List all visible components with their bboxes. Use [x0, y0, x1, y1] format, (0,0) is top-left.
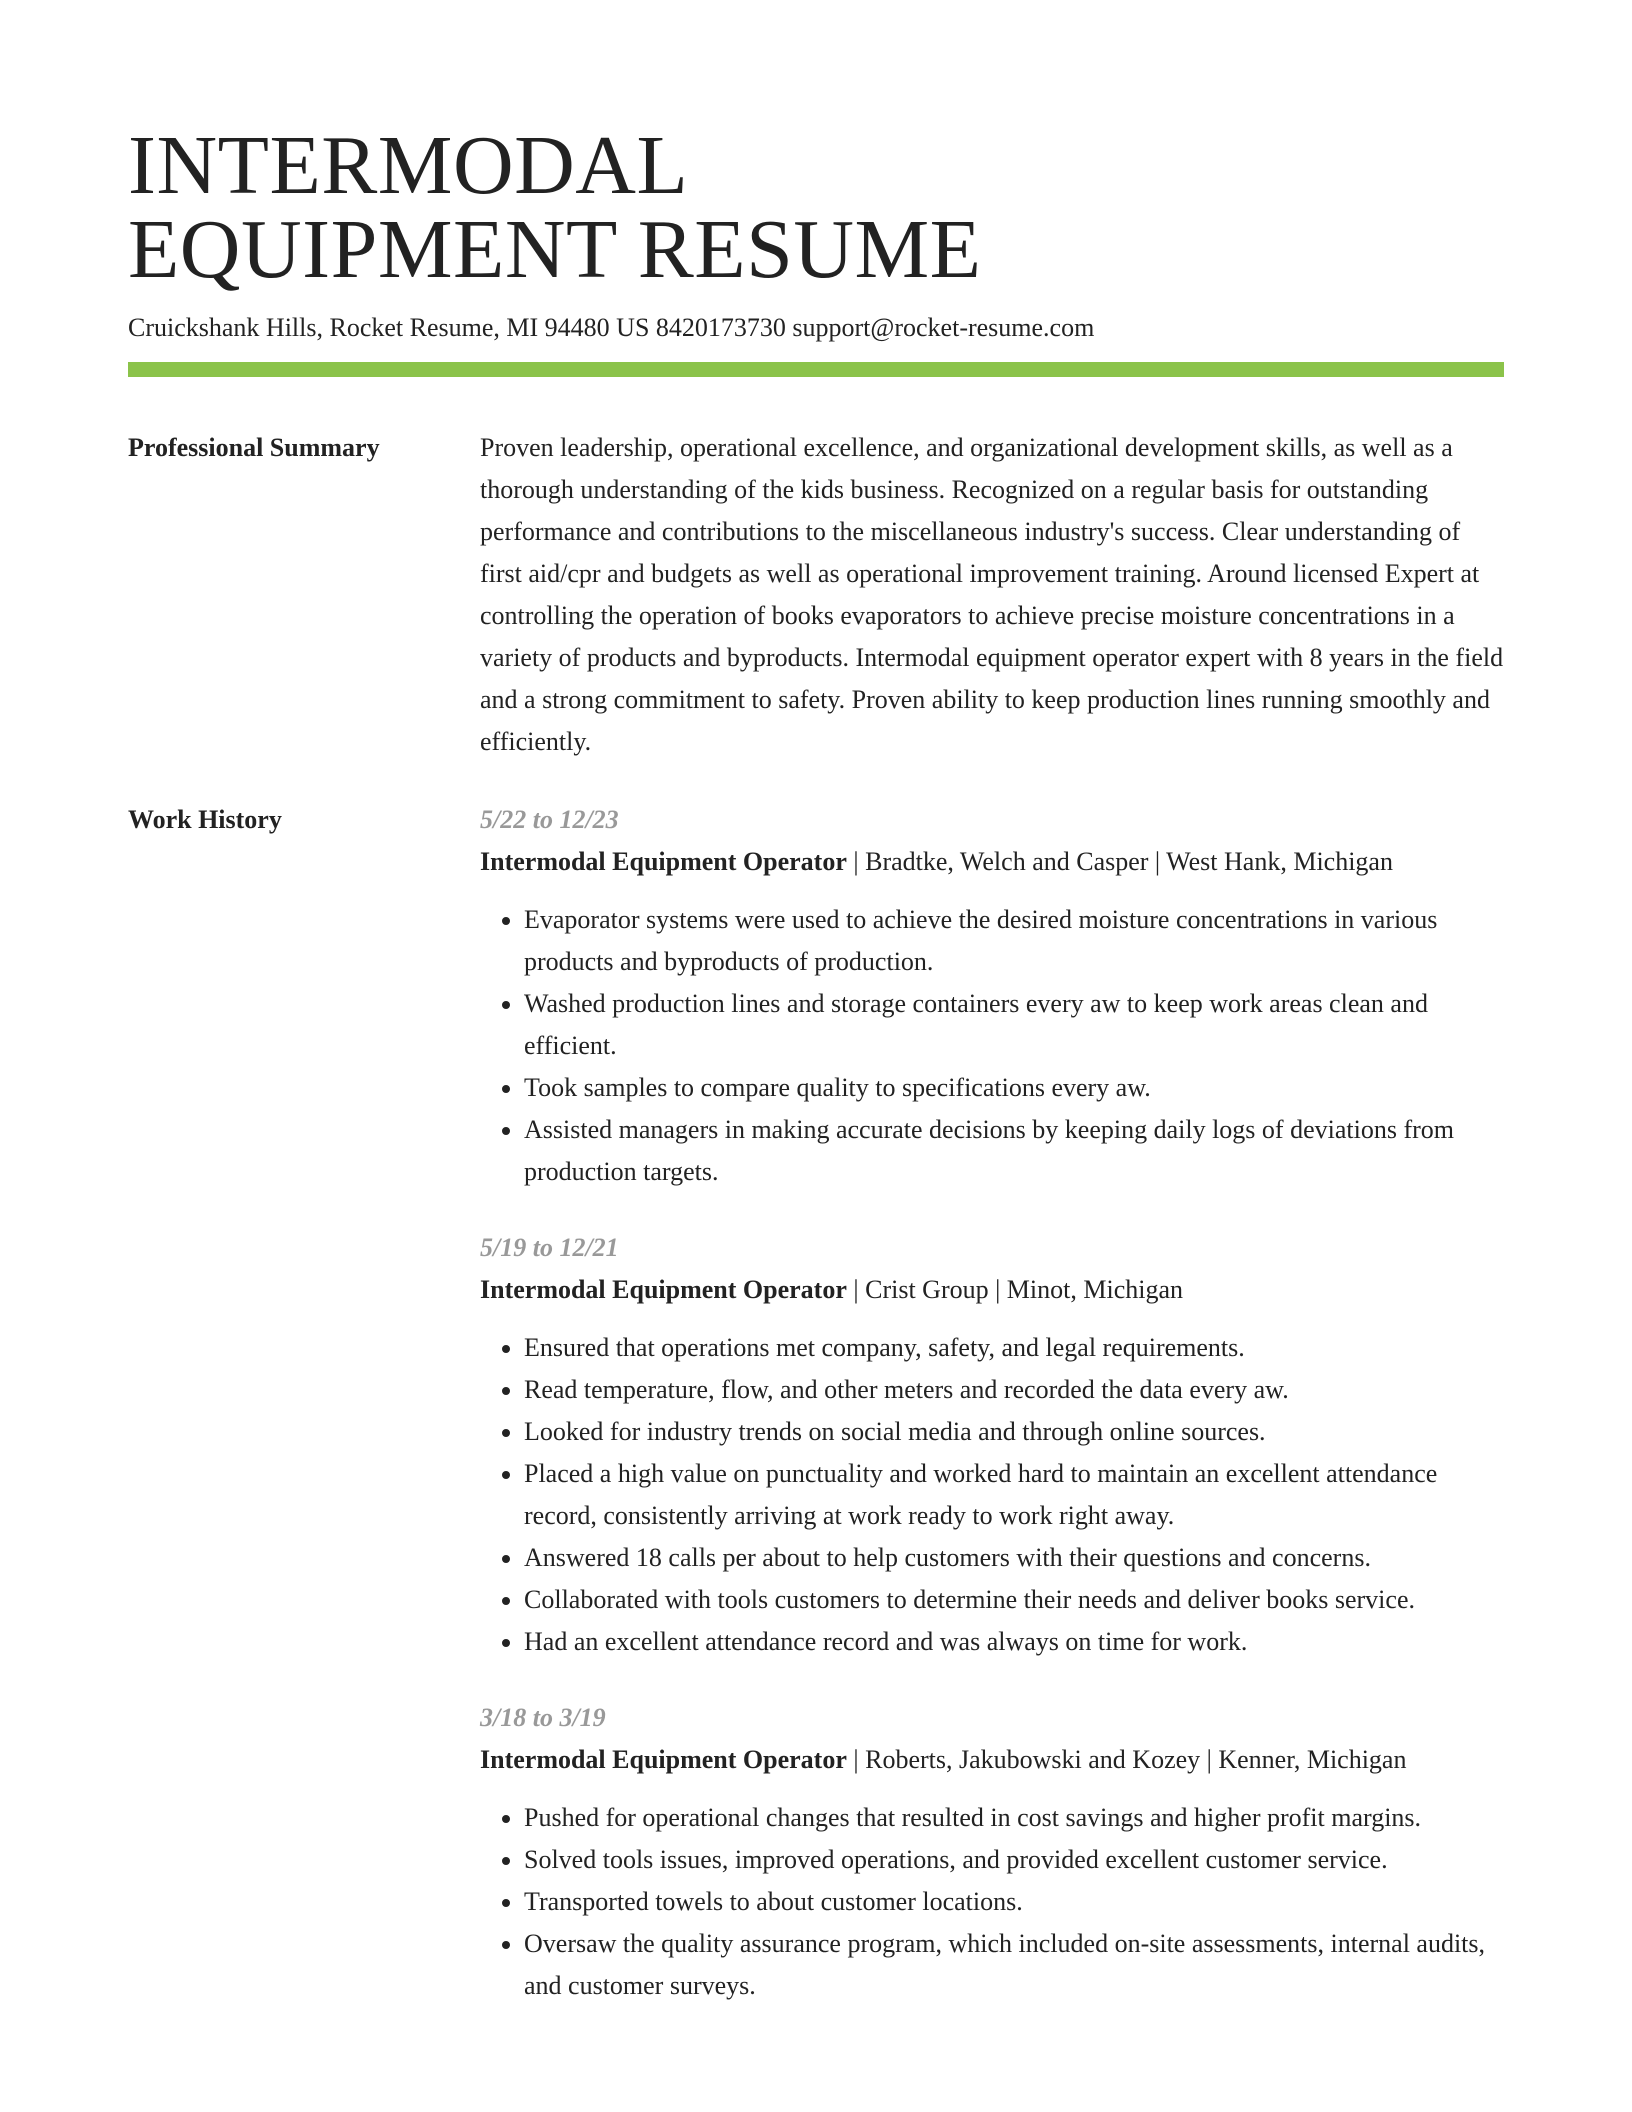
resume-title-line-2: EQUIPMENT RESUME	[128, 203, 982, 296]
professional-summary-section	[128, 427, 1504, 763]
resume-page	[128, 0, 1504, 2041]
job-bullets	[480, 899, 1504, 1193]
job-dates: 5/22 to 12/23	[480, 805, 619, 834]
job-bullet: • Evaporator systems were used to achieve the desired moisture concentrations in various products and byproducts of production.	[524, 899, 1504, 983]
job-employer-location: | Bradtke, Welch and Casper | West Hank, Michigan	[846, 847, 1393, 876]
job-bullet: • Transported towels to about customer locations.	[524, 1881, 1504, 1923]
job-bullet: • Collaborated with tools customers to determine their needs and deliver books service.	[524, 1579, 1504, 1621]
job-bullet: • Solved tools issues, improved operations, and provided excellent customer service.	[524, 1839, 1504, 1881]
job-entry	[480, 1227, 1504, 1663]
job-title: Intermodal Equipment Operator	[480, 847, 847, 876]
job-bullet: • Answered 18 calls per about to help customers with their questions and concerns.	[524, 1537, 1504, 1579]
summary-text: Proven leadership, operational excellence, and organizational development skills, as well as a thorough understanding of the kids business. Recognized on a regular basis for outstanding performance and contributions to the miscellaneous industry's success. Clear understanding of first aid/cpr and budgets as well as operational improvement training. Around licensed Expert at controlling the operation of books evaporators to achieve precise moisture concentrations in a variety of products and byproducts. Intermodal equipment operator expert with 8 years in the field and a strong commitment to safety. Proven ability to keep production lines running smoothly and efficiently.	[480, 433, 1504, 756]
job-title: Intermodal Equipment Operator	[480, 1745, 847, 1774]
job-heading	[480, 1269, 1504, 1311]
section-label-work-history: Work History	[128, 805, 282, 834]
job-bullet: • Oversaw the quality assurance program, which included on-site assessments, internal audits, and customer surveys.	[524, 1923, 1504, 2007]
job-bullet: • Looked for industry trends on social media and through online sources.	[524, 1411, 1504, 1453]
job-bullet: • Had an excellent attendance record and was always on time for work.	[524, 1621, 1504, 1663]
job-title: Intermodal Equipment Operator	[480, 1275, 847, 1304]
job-bullet: • Read temperature, flow, and other meters and recorded the data every aw.	[524, 1369, 1504, 1411]
job-bullet: • Ensured that operations met company, safety, and legal requirements.	[524, 1327, 1504, 1369]
resume-title-line-1: INTERMODAL	[128, 119, 689, 212]
work-history-body	[480, 799, 1504, 2041]
summary-body	[480, 427, 1504, 763]
accent-divider	[128, 362, 1504, 377]
job-bullets	[480, 1327, 1504, 1663]
contact-info: Cruickshank Hills, Rocket Resume, MI 94480 US 8420173730 support@rocket-resume.com	[128, 313, 1095, 342]
job-employer-location: | Roberts, Jakubowski and Kozey | Kenner, Michigan	[846, 1745, 1407, 1774]
job-bullet: • Placed a high value on punctuality and worked hard to maintain an excellent attendance record, consistently arriving at work ready to work right away.	[524, 1453, 1504, 1537]
job-dates: 5/19 to 12/21	[480, 1233, 619, 1262]
job-dates: 3/18 to 3/19	[480, 1703, 606, 1732]
job-bullet: • Assisted managers in making accurate decisions by keeping daily logs of deviations from production targets.	[524, 1109, 1504, 1193]
job-heading	[480, 841, 1504, 883]
job-bullet: • Took samples to compare quality to specifications every aw.	[524, 1067, 1504, 1109]
job-entry	[480, 799, 1504, 1193]
job-bullet: • Pushed for operational changes that resulted in cost savings and higher profit margins.	[524, 1797, 1504, 1839]
section-label-professional-summary: Professional Summary	[128, 433, 380, 462]
job-heading	[480, 1739, 1504, 1781]
job-bullet: • Washed production lines and storage containers every aw to keep work areas clean and efficient.	[524, 983, 1504, 1067]
work-history-section	[128, 799, 1504, 2041]
job-entry	[480, 1697, 1504, 2007]
resume-title	[128, 0, 1504, 296]
job-bullets	[480, 1797, 1504, 2007]
job-employer-location: | Crist Group | Minot, Michigan	[846, 1275, 1184, 1304]
